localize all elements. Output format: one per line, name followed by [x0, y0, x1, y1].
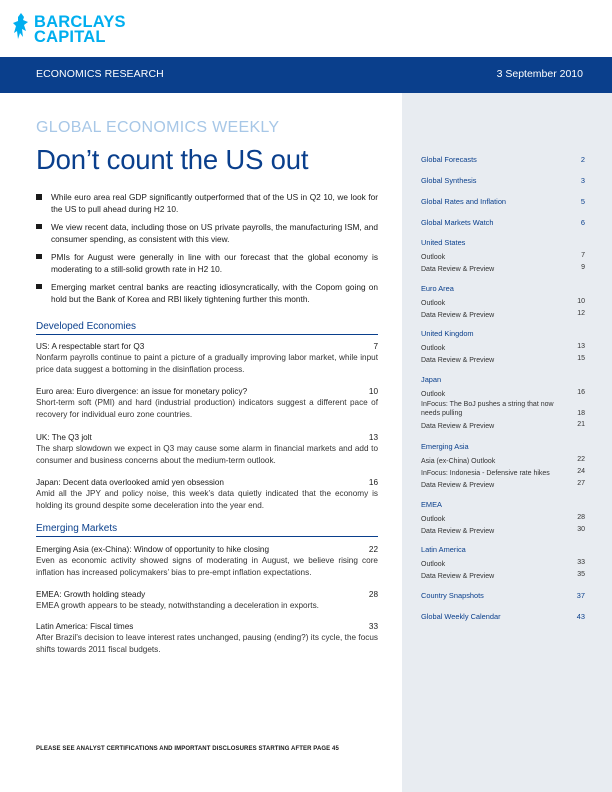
article-emerging-asia — [36, 544, 378, 579]
toc-item[interactable]: Data Review & Preview 9 — [421, 264, 585, 273]
toc-region-title: Japan — [421, 375, 442, 384]
toc-item[interactable]: InFocus: Indonesia - Defensive rate hikes 24 — [421, 468, 585, 477]
toc-item[interactable]: Data Review & Preview 35 — [421, 571, 585, 580]
toc-item[interactable]: Data Review & Preview 30 — [421, 526, 585, 535]
key-point: We view recent data, including those on US private payrolls, the manufacturing ISM, and consumer spending, as consistent with this view. — [36, 221, 378, 245]
toc-region-title: United States — [421, 238, 466, 247]
toc-region-united-kingdom — [421, 329, 585, 365]
barclays-capital-logo — [12, 10, 126, 50]
article-japan — [36, 477, 378, 512]
toc-item[interactable]: Outlook 33 — [421, 559, 585, 568]
disclaimer-footer: PLEASE SEE ANALYST CERTIFICATIONS AND IMPORTANT DISCLOSURES STARTING AFTER PAGE 45 — [36, 746, 339, 752]
article-title[interactable]: US: A respectable start for Q3 7 — [36, 342, 378, 351]
toc-link-global-forecasts[interactable]: Global Forecasts 2 — [421, 155, 585, 164]
toc-region-title: Emerging Asia — [421, 442, 469, 451]
toc-region-japan — [421, 375, 585, 431]
publication-kicker: GLOBAL ECONOMICS WEEKLY — [36, 119, 280, 136]
section-developed-economies: Developed Economies — [36, 321, 378, 335]
toc-item[interactable]: Outlook 10 — [421, 298, 585, 307]
toc-item[interactable]: Data Review & Preview 15 — [421, 355, 585, 364]
toc-link-global-rates-inflation[interactable]: Global Rates and Inflation 5 — [421, 197, 585, 206]
toc-item[interactable]: Data Review & Preview 21 — [421, 421, 585, 430]
article-latin-america — [36, 621, 378, 656]
article-emea — [36, 589, 378, 612]
toc-region-united-states — [421, 238, 585, 274]
toc-item[interactable]: Outlook 16 — [421, 389, 585, 398]
article-summary: Nonfarm payrolls continue to paint a picture of a gradually improving labor market, while input price data suggest a bottoming in the disinflation process. — [36, 353, 378, 374]
toc-link-global-weekly-calendar[interactable]: Global Weekly Calendar 43 — [421, 612, 585, 621]
toc-region-title: Euro Area — [421, 284, 454, 293]
section-emerging-markets: Emerging Markets — [36, 523, 378, 537]
article-title[interactable]: Latin America: Fiscal times 33 — [36, 622, 378, 631]
article-title[interactable]: Japan: Decent data overlooked amid yen obsession 16 — [36, 478, 378, 487]
page-title: Don’t count the US out — [36, 144, 309, 175]
article-summary: The sharp slowdown we expect in Q3 may cause some alarm in financial markets and add to consumer and business concerns about the medium-term outlook. — [36, 444, 378, 465]
article-uk — [36, 432, 378, 467]
eagle-icon — [12, 11, 30, 49]
toc-region-euro-area — [421, 284, 585, 320]
article-summary: EMEA growth appears to be steady, notwithstanding a deceleration in exports. — [36, 601, 319, 610]
toc-item[interactable]: Asia (ex-China) Outlook 22 — [421, 456, 585, 465]
key-point: PMIs for August were generally in line with our forecast that the global economy is moderating to a still-solid growth rate in H2 10. — [36, 251, 378, 275]
toc-bottom-links — [421, 591, 585, 622]
toc-region-title: United Kingdom — [421, 329, 474, 338]
section-title: ECONOMICS RESEARCH — [36, 68, 164, 80]
header-top — [0, 0, 612, 57]
report-date: 3 September 2010 — [496, 68, 583, 80]
logo-text-barclays: BARCLAYS — [34, 13, 126, 31]
article-summary: After Brazil’s decision to leave interest rates unchanged, pausing (ending?) its cycle, the focus shifts towards 2011 fiscal budgets. — [36, 633, 378, 654]
toc-region-title: EMEA — [421, 500, 442, 509]
key-point: Emerging market central banks are reacting idiosyncratically, with the Copom going on hold but the Bank of Korea and RBI likely tightening further this month. — [36, 281, 378, 305]
article-euro-area — [36, 386, 378, 421]
toc-item[interactable]: InFocus: The BoJ pushes a string that now needs pulling 18 — [421, 401, 585, 417]
article-summary: Short-term soft (PMI) and hard (industrial production) indicators suggest a different pace of recovery for individual euro zone countries. — [36, 398, 378, 419]
bullet-square-icon — [36, 194, 42, 200]
toc-item[interactable]: Data Review & Preview 12 — [421, 310, 585, 319]
article-title[interactable]: Emerging Asia (ex-China): Window of opportunity to hike closing 22 — [36, 545, 378, 554]
toc-item[interactable]: Data Review & Preview 27 — [421, 480, 585, 489]
toc-item[interactable]: Outlook 7 — [421, 252, 585, 261]
logo-text-capital: CAPITAL — [34, 28, 106, 46]
bullet-square-icon — [36, 284, 42, 290]
toc-item[interactable]: Outlook 13 — [421, 343, 585, 352]
article-summary: Amid all the JPY and policy noise, this week’s data quietly indicated that the economy is holding its ground despite some deceleration into the year end. — [36, 489, 378, 510]
bullet-square-icon — [36, 254, 42, 260]
key-point: While euro area real GDP significantly outperformed that of the US in Q2 10, we look for the US to pull ahead during H2 10. — [36, 191, 378, 215]
article-summary: Even as economic activity showed signs of moderating in August, we believe rising core inflation has increased policymakers’ bias to pre-empt inflation expectations. — [36, 556, 378, 577]
toc-link-global-markets-watch[interactable]: Global Markets Watch 6 — [421, 218, 585, 227]
article-title[interactable]: UK: The Q3 jolt 13 — [36, 433, 378, 442]
toc-top-links — [421, 155, 585, 228]
article-title[interactable]: Euro area: Euro divergence: an issue for monetary policy? 10 — [36, 387, 378, 396]
bullet-square-icon — [36, 224, 42, 230]
article-us — [36, 341, 378, 376]
toc-link-global-synthesis[interactable]: Global Synthesis 3 — [421, 176, 585, 185]
toc-region-emea — [421, 500, 585, 536]
toc-region-title: Latin America — [421, 545, 466, 554]
toc-region-latin-america — [421, 545, 585, 581]
article-title[interactable]: EMEA: Growth holding steady 28 — [36, 590, 378, 599]
toc-region-emerging-asia — [421, 442, 585, 490]
header-bar — [0, 57, 612, 93]
key-points-list — [36, 191, 378, 311]
toc-link-country-snapshots[interactable]: Country Snapshots 37 — [421, 591, 585, 600]
toc-item[interactable]: Outlook 28 — [421, 514, 585, 523]
contents-sidebar — [402, 93, 612, 792]
